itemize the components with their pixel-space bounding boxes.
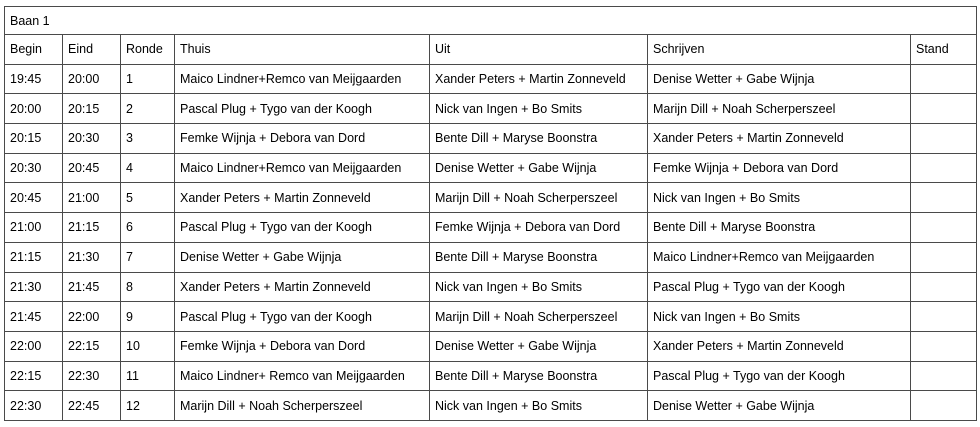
header-schrijven: Schrijven bbox=[648, 35, 911, 65]
cell-eind: 21:00 bbox=[63, 183, 121, 213]
cell-ronde: 3 bbox=[121, 124, 175, 154]
cell-thuis: Femke Wijnja + Debora van Dord bbox=[175, 331, 430, 361]
cell-uit: Xander Peters + Martin Zonneveld bbox=[430, 64, 648, 94]
table-row bbox=[5, 391, 977, 421]
table-row bbox=[5, 302, 977, 332]
cell-eind: 22:30 bbox=[63, 361, 121, 391]
cell-thuis: Maico Lindner+Remco van Meijgaarden bbox=[175, 153, 430, 183]
table-row bbox=[5, 124, 977, 154]
header-thuis: Thuis bbox=[175, 35, 430, 65]
cell-schrijven: Marijn Dill + Noah Scherperszeel bbox=[648, 94, 911, 124]
table-row bbox=[5, 153, 977, 183]
cell-stand bbox=[911, 124, 977, 154]
cell-schrijven: Maico Lindner+Remco van Meijgaarden bbox=[648, 242, 911, 272]
cell-schrijven: Denise Wetter + Gabe Wijnja bbox=[648, 391, 911, 421]
cell-ronde: 4 bbox=[121, 153, 175, 183]
cell-begin: 20:00 bbox=[5, 94, 63, 124]
table-row bbox=[5, 213, 977, 243]
cell-begin: 20:15 bbox=[5, 124, 63, 154]
title-row bbox=[5, 7, 977, 35]
cell-eind: 20:30 bbox=[63, 124, 121, 154]
cell-begin: 19:45 bbox=[5, 64, 63, 94]
cell-begin: 21:15 bbox=[5, 242, 63, 272]
header-ronde: Ronde bbox=[121, 35, 175, 65]
cell-begin: 21:45 bbox=[5, 302, 63, 332]
court-title: Baan 1 bbox=[5, 7, 977, 35]
cell-stand bbox=[911, 183, 977, 213]
cell-thuis: Marijn Dill + Noah Scherperszeel bbox=[175, 391, 430, 421]
header-eind: Eind bbox=[63, 35, 121, 65]
cell-ronde: 7 bbox=[121, 242, 175, 272]
cell-thuis: Maico Lindner+Remco van Meijgaarden bbox=[175, 64, 430, 94]
cell-ronde: 8 bbox=[121, 272, 175, 302]
cell-uit: Nick van Ingen + Bo Smits bbox=[430, 94, 648, 124]
cell-thuis: Denise Wetter + Gabe Wijnja bbox=[175, 242, 430, 272]
cell-begin: 20:30 bbox=[5, 153, 63, 183]
cell-begin: 22:15 bbox=[5, 361, 63, 391]
cell-schrijven: Nick van Ingen + Bo Smits bbox=[648, 302, 911, 332]
cell-ronde: 6 bbox=[121, 213, 175, 243]
header-begin: Begin bbox=[5, 35, 63, 65]
table-row bbox=[5, 94, 977, 124]
cell-ronde: 5 bbox=[121, 183, 175, 213]
cell-schrijven: Xander Peters + Martin Zonneveld bbox=[648, 331, 911, 361]
cell-stand bbox=[911, 153, 977, 183]
cell-stand bbox=[911, 94, 977, 124]
cell-stand bbox=[911, 242, 977, 272]
cell-uit: Denise Wetter + Gabe Wijnja bbox=[430, 331, 648, 361]
cell-schrijven: Xander Peters + Martin Zonneveld bbox=[648, 124, 911, 154]
cell-begin: 22:30 bbox=[5, 391, 63, 421]
table-row bbox=[5, 64, 977, 94]
cell-uit: Bente Dill + Maryse Boonstra bbox=[430, 124, 648, 154]
cell-thuis: Pascal Plug + Tygo van der Koogh bbox=[175, 94, 430, 124]
cell-thuis: Pascal Plug + Tygo van der Koogh bbox=[175, 302, 430, 332]
cell-thuis: Femke Wijnja + Debora van Dord bbox=[175, 124, 430, 154]
schedule-body bbox=[5, 7, 977, 421]
table-row bbox=[5, 361, 977, 391]
cell-stand bbox=[911, 391, 977, 421]
cell-ronde: 1 bbox=[121, 64, 175, 94]
cell-uit: Bente Dill + Maryse Boonstra bbox=[430, 361, 648, 391]
cell-eind: 21:45 bbox=[63, 272, 121, 302]
cell-thuis: Xander Peters + Martin Zonneveld bbox=[175, 272, 430, 302]
cell-schrijven: Nick van Ingen + Bo Smits bbox=[648, 183, 911, 213]
cell-stand bbox=[911, 64, 977, 94]
cell-stand bbox=[911, 331, 977, 361]
cell-schrijven: Femke Wijnja + Debora van Dord bbox=[648, 153, 911, 183]
table-row bbox=[5, 272, 977, 302]
cell-stand bbox=[911, 302, 977, 332]
cell-eind: 21:15 bbox=[63, 213, 121, 243]
header-stand: Stand bbox=[911, 35, 977, 65]
header-row bbox=[5, 35, 977, 65]
cell-ronde: 10 bbox=[121, 331, 175, 361]
cell-schrijven: Denise Wetter + Gabe Wijnja bbox=[648, 64, 911, 94]
table-row bbox=[5, 183, 977, 213]
cell-schrijven: Pascal Plug + Tygo van der Koogh bbox=[648, 361, 911, 391]
cell-ronde: 12 bbox=[121, 391, 175, 421]
cell-ronde: 11 bbox=[121, 361, 175, 391]
cell-eind: 22:15 bbox=[63, 331, 121, 361]
cell-uit: Denise Wetter + Gabe Wijnja bbox=[430, 153, 648, 183]
cell-uit: Nick van Ingen + Bo Smits bbox=[430, 272, 648, 302]
cell-schrijven: Bente Dill + Maryse Boonstra bbox=[648, 213, 911, 243]
cell-eind: 22:00 bbox=[63, 302, 121, 332]
cell-uit: Bente Dill + Maryse Boonstra bbox=[430, 242, 648, 272]
cell-eind: 22:45 bbox=[63, 391, 121, 421]
cell-eind: 20:00 bbox=[63, 64, 121, 94]
cell-uit: Marijn Dill + Noah Scherperszeel bbox=[430, 183, 648, 213]
cell-uit: Marijn Dill + Noah Scherperszeel bbox=[430, 302, 648, 332]
cell-begin: 21:30 bbox=[5, 272, 63, 302]
table-row bbox=[5, 242, 977, 272]
cell-stand bbox=[911, 361, 977, 391]
cell-begin: 22:00 bbox=[5, 331, 63, 361]
cell-ronde: 2 bbox=[121, 94, 175, 124]
cell-eind: 20:45 bbox=[63, 153, 121, 183]
cell-thuis: Xander Peters + Martin Zonneveld bbox=[175, 183, 430, 213]
cell-ronde: 9 bbox=[121, 302, 175, 332]
cell-eind: 20:15 bbox=[63, 94, 121, 124]
cell-begin: 20:45 bbox=[5, 183, 63, 213]
cell-uit: Femke Wijnja + Debora van Dord bbox=[430, 213, 648, 243]
cell-begin: 21:00 bbox=[5, 213, 63, 243]
cell-schrijven: Pascal Plug + Tygo van der Koogh bbox=[648, 272, 911, 302]
cell-eind: 21:30 bbox=[63, 242, 121, 272]
header-uit: Uit bbox=[430, 35, 648, 65]
cell-stand bbox=[911, 213, 977, 243]
cell-stand bbox=[911, 272, 977, 302]
cell-thuis: Maico Lindner+ Remco van Meijgaarden bbox=[175, 361, 430, 391]
cell-uit: Nick van Ingen + Bo Smits bbox=[430, 391, 648, 421]
cell-thuis: Pascal Plug + Tygo van der Koogh bbox=[175, 213, 430, 243]
schedule-table bbox=[4, 6, 977, 421]
table-row bbox=[5, 331, 977, 361]
